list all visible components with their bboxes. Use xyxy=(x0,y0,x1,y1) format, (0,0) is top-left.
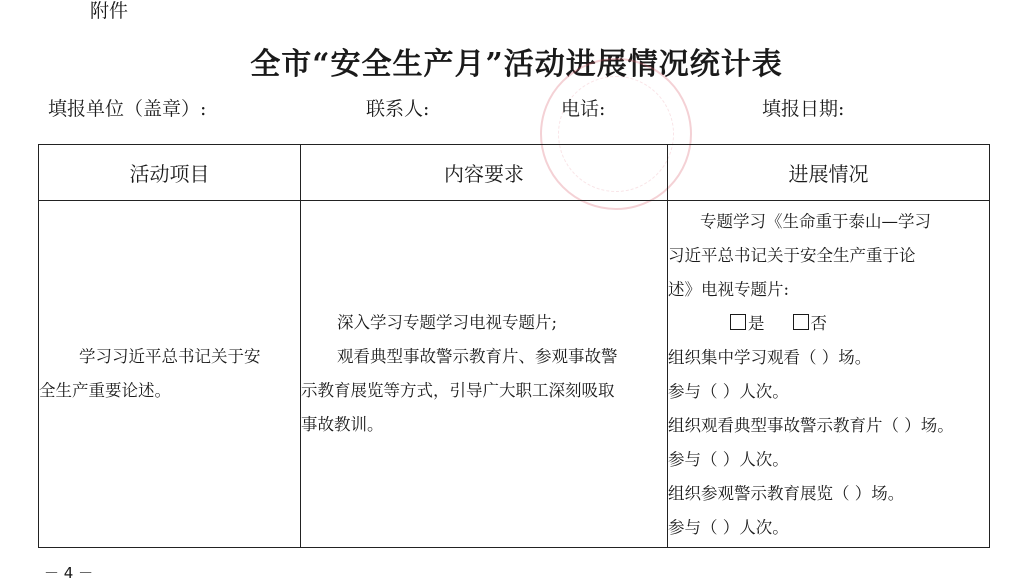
header-activity-item: 活动项目 xyxy=(39,145,301,201)
activity-item-line: 学习习近平总书记关于安 xyxy=(79,347,261,366)
phone-label: 电话: xyxy=(561,98,606,120)
table-row xyxy=(39,201,990,548)
page-number: － 4 － xyxy=(44,564,94,582)
requirement-line: 示教育展览等方式，引导广大职工深刻吸取 xyxy=(301,381,615,400)
progress-line: 组织观看典型事故警示教育片（ ）场。 xyxy=(668,416,954,435)
yes-no-choices xyxy=(668,307,989,341)
no-label: 否 xyxy=(810,314,827,333)
header-content-requirement: 内容要求 xyxy=(301,145,668,201)
progress-line: 述》电视专题片: xyxy=(668,280,790,299)
no-checkbox[interactable] xyxy=(793,314,809,330)
activity-item-cell xyxy=(39,201,301,548)
requirement-cell xyxy=(301,201,668,548)
contact-person-label: 联系人: xyxy=(366,98,430,120)
header-progress: 进展情况 xyxy=(668,145,990,201)
report-date-label: 填报日期: xyxy=(762,98,845,120)
document-title: 全市“安全生产月”活动进展情况统计表 xyxy=(250,47,783,82)
progress-line: 参与（ ）人次。 xyxy=(668,450,789,469)
progress-line: 参与（ ）人次。 xyxy=(668,518,789,537)
table-header-row xyxy=(39,145,990,201)
statistics-table xyxy=(38,144,990,548)
requirement-line: 观看典型事故警示教育片、参观事故警 xyxy=(337,347,618,366)
progress-cell xyxy=(668,201,990,548)
requirement-line: 深入学习专题学习电视专题片; xyxy=(337,313,558,332)
progress-line: 习近平总书记关于安全生产重于论 xyxy=(668,246,916,265)
yes-label: 是 xyxy=(748,314,765,333)
progress-line: 参与（ ）人次。 xyxy=(668,382,789,401)
attachment-label: 附件 xyxy=(90,0,129,22)
progress-line: 组织参观警示教育展览（ ）场。 xyxy=(668,484,905,503)
activity-item-line: 全生产重要论述。 xyxy=(39,381,171,400)
requirement-line: 事故教训。 xyxy=(301,415,384,434)
progress-line: 专题学习《生命重于泰山—学习 xyxy=(700,212,931,231)
reporting-unit-label: 填报单位（盖章）: xyxy=(48,98,207,120)
yes-checkbox[interactable] xyxy=(730,314,746,330)
progress-line: 组织集中学习观看（ ）场。 xyxy=(668,348,872,367)
